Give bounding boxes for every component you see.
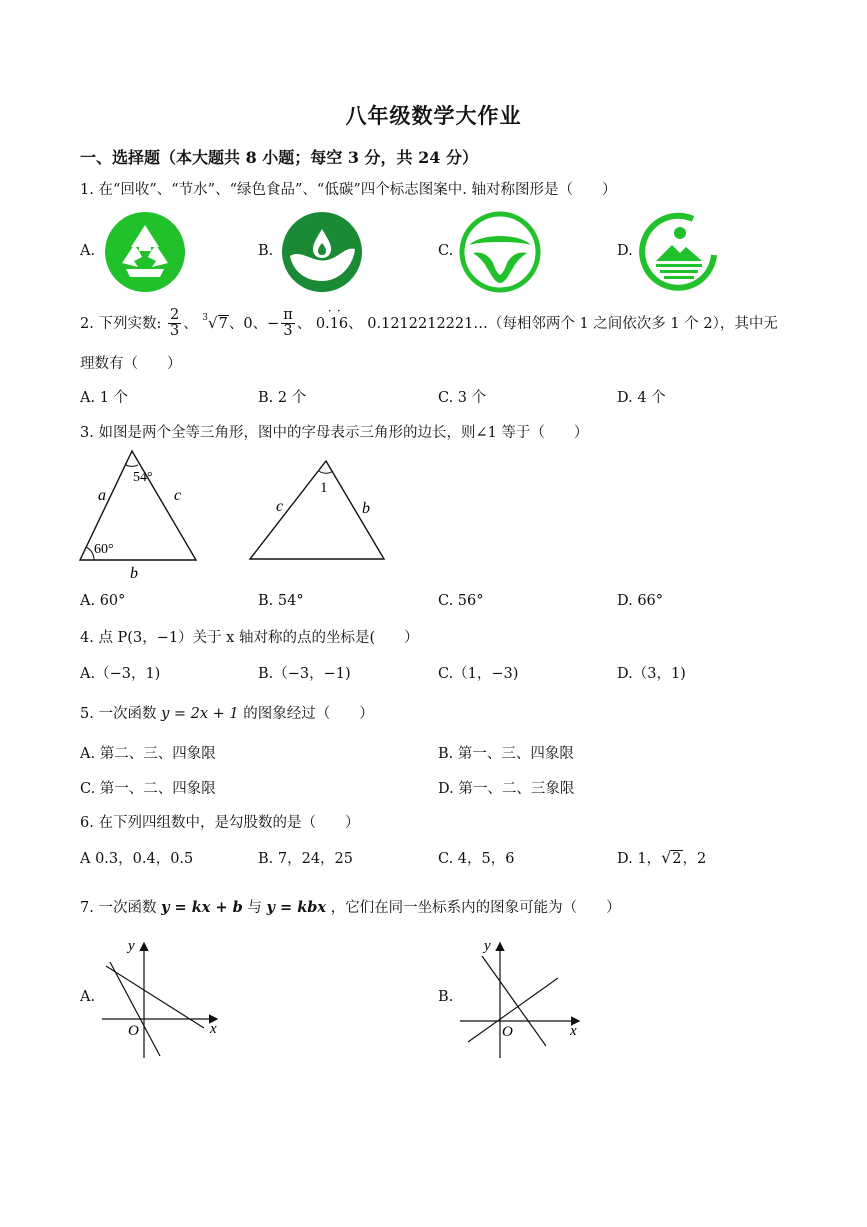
q7-formula-2: y = kbx [266,899,327,916]
x-axis-label: x [210,1021,217,1037]
repeating-decimal: 0.16 · · [315,303,349,332]
q5-option-c: C. 第一、二、四象限 [80,781,216,797]
root-body: 7 [218,315,228,332]
q3-option-c: C. 56° [438,593,484,609]
q6-option-c: C. 4，5，6 [438,851,515,867]
side-a-label: a [98,487,106,504]
q7-graph-b [454,936,586,1060]
root-index: 3 [202,313,209,323]
origin-label: O [128,1023,139,1039]
separator: 、 [296,315,312,332]
side-c-label: c [174,487,182,504]
green-food-logo-icon [459,211,541,293]
q1-option-a-label: A. [80,243,96,259]
q2-prefix: 2. 下列实数: [80,315,162,332]
water-saving-logo-icon [281,211,363,293]
q6-option-d: D. 1，√2，2 [617,848,707,867]
cube-root-7: $^3$√7 [202,313,228,332]
q7-option-a-label: A. [80,989,96,1005]
question-5-stem [80,702,374,723]
q4-option-a: A.（−3，1) [80,666,161,682]
side-c-label: c [276,498,284,515]
negative-sign: − [267,315,280,332]
y-axis-label: y [484,938,491,954]
fraction-denominator: 3 [283,323,293,340]
fraction-denominator: 3 [169,323,180,340]
q3-option-a: A. 60° [80,593,126,609]
q5-option-d: D. 第一、二、三象限 [438,781,575,797]
fraction-two-thirds [168,308,181,339]
q6-option-d-suffix: ，2 [682,851,707,867]
side-b-label: b [130,565,138,582]
question-4-stem: 4. 点 P(3，−1）关于 x 轴对称的点的坐标是( ） [80,630,419,646]
question-2-line2: 理数有（ ） [80,356,182,372]
separator: 、 [228,315,244,332]
separator: 、 [183,315,198,332]
separator: 、 [348,315,363,332]
q7-graph-a [96,936,228,1060]
fraction-numerator: π [283,307,293,324]
fraction-numerator: 2 [169,307,180,324]
y-axis-label: y [128,938,135,954]
triangle-one-diagram [76,445,206,585]
top-angle-label: 54° [133,470,153,485]
q6-option-d-prefix: D. 1， [617,851,662,867]
q5-option-b: B. 第一、三、四象限 [438,746,574,762]
question-6-stem: 6. 在下列四组数中，是勾股数的是（ ） [80,815,360,831]
question-3-stem: 3. 如图是两个全等三角形，图中的字母表示三角形的边长，则∠1 等于（ ） [80,425,589,441]
q2-option-b: B. 2 个 [258,390,307,406]
q4-option-b: B.（−3，−1) [258,666,351,682]
q5-formula: y = 2x + 1 [161,706,239,722]
side-b-label: b [362,500,370,517]
q4-option-c: C.（1，−3) [438,666,519,682]
separator: 、 [252,315,268,332]
q6-option-a: A 0.3，0.4，0.5 [80,851,194,867]
triangle-two-diagram [244,455,394,565]
q5-suffix: 的图象经过（ ） [243,706,374,722]
page-title: 八年级数学大作业 [345,103,522,128]
recycle-logo-icon [104,211,186,293]
q7-suffix: ，它们在同一坐标系内的图象可能为（ ） [330,900,621,916]
q3-option-b: B. 54° [258,593,304,609]
q1-option-c-label: C. [438,243,454,259]
origin-label: O [502,1024,513,1040]
q1-option-b-label: B. [258,243,274,259]
low-carbon-logo-icon [638,211,720,293]
q7-mid: 与 [247,900,262,916]
x-axis-label: x [570,1023,577,1039]
question-7-stem [80,896,621,917]
section-heading: 一、选择题（本大题共 8 小题；每空 3 分，共 24 分） [80,148,478,167]
q5-prefix: 5. 一次函数 [80,706,157,722]
q1-option-d-label: D. [617,243,633,259]
left-angle-label: 60° [94,542,114,557]
q7-formula-1: y = kx + b [161,899,243,916]
q7-prefix: 7. 一次函数 [80,900,157,916]
question-1-stem: 1. 在“回收”、“节水”、“绿色食品”、“低碳”四个标志图案中. 轴对称图形是（ ） [80,182,617,198]
q7-option-b-label: B. [438,989,454,1005]
q5-option-a: A. 第二、三、四象限 [80,746,216,762]
q2-option-d: D. 4 个 [617,390,666,406]
q2-rest-text: 0.1212212221…（每相邻两个 1 之间依次多 1 个 2），其中无 [367,315,778,332]
angle-one-label: 1 [320,480,328,496]
q6-option-b: B. 7，24，25 [258,851,354,867]
fraction-pi-thirds [281,308,295,339]
question-2-stem [80,301,778,343]
q3-option-d: D. 66° [617,593,664,609]
q4-option-d: D.（3，1) [617,666,686,682]
sqrt-two-body: 2 [672,851,682,867]
q2-option-a: A. 1 个 [80,390,129,406]
zero-value: 0 [243,315,253,332]
q2-option-c: C. 3 个 [438,390,487,406]
